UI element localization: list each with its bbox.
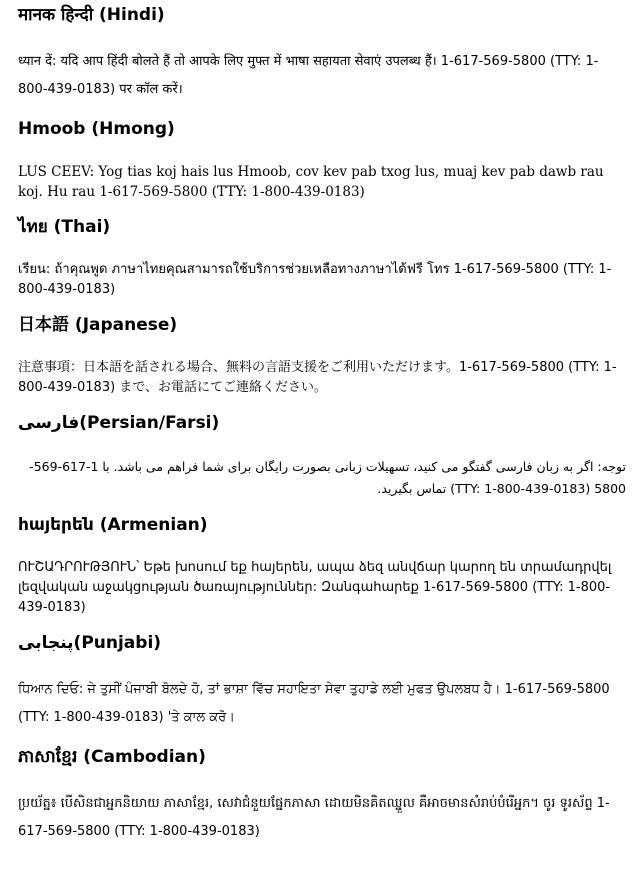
heading-persian-script: فارسی [18,413,80,433]
section-japanese [18,314,626,398]
heading-thai: ไทย (Thai) [18,217,111,237]
heading-cambodian: ភាសាខ្មែរ (Cambodian) [18,747,206,767]
section-persian [18,412,626,500]
section-hmong [18,118,626,202]
heading-punjabi [18,632,626,654]
section-punjabi [18,632,626,732]
heading-punjabi-script: پنجابی [18,633,74,653]
notice-thai: เรียน: ถ้าคุณพูด ภาษาไทยคุณสามารถใช้บริการช่วยเหลือทางภาษาได้ฟรี โทร 1-617-569-5800 (TTY: 1-800-439-0183) [18,262,612,297]
notice-hmong: LUS CEEV: Yog tias koj hais lus Hmoob, cov kev pab txog lus, muaj kev pab dawb rau koj. Hu rau 1-617-569-5800 (TTY: 1-800-439-0183) [18,164,604,200]
heading-hmong: Hmoob (Hmong) [18,119,175,139]
notice-japanese: 注意事項：日本語を話される場合、無料の言語支援をご利用いただけます。1-617-569-5800 (TTY: 1-800-439-0183) まで、お電話にてご連絡ください。 [18,360,617,395]
notice-persian: توجه: اگر به زبان فارسی گفتگو می کنید، تسهیلات زبانی بصورت رایگان برای شما فراهم می باشد. با 1-617-569-5800 (TTY: 1-800-439-0183) تماس بگیرید. [29,459,626,496]
section-thai [18,216,626,300]
notice-punjabi: ਧਿਆਨ ਦਿਓ: ਜੇ ਤੁਸੀਂ ਪੰਜਾਬੀ ਬੋਲਦੇ ਹੋ, ਤਾਂ ਭਾਸ਼ਾ ਵਿੱਚ ਸਹਾਇਤਾ ਸੇਵਾ ਤੁਹਾਡੇ ਲਈ ਮੁਫਤ ਉਪਲਬਧ ਹੈ। 1-617-569-5800 (TTY: 1-800-439-0183) 'ਤੇ ਕਾਲ ਕਰੋ। [18,682,610,725]
notice-armenian: ՈՒՇԱԴՐՈՒԹՅՈՒՆ՝ Եթե խոսում եք հայերեն, ապա ձեզ անվճար կարող են տրամադրվել լեզվական աջակցության ծառայություններ: Զանգահարեք 1-617-569-5800 (TTY: 1-800-439-0183) [18,560,612,615]
heading-japanese: 日本語 (Japanese) [18,315,178,335]
notice-hindi: ध्यान दें: यदि आप हिंदी बोलते हैं तो आपके लिए मुफ्त में भाषा सहायता सेवाएं उपलब्ध हैं। 1-617-569-5800 (TTY: 1-800-439-0183) पर कॉल करें। [18,54,599,97]
heading-persian [18,412,626,434]
heading-persian-latin: (Persian/Farsi) [79,413,220,433]
section-cambodian [18,746,626,846]
heading-hindi: मानक हिन्दी (Hindi) [18,5,165,25]
heading-armenian: հայերեն (Armenian) [18,515,208,535]
notice-cambodian: ប្រយ័ត្ន៖ បើសិនជាអ្នកនិយាយ ភាសាខ្មែរ, សេវាជំនួយផ្នែកភាសា ដោយមិនគិតឈ្នួល គឺអាចមានសំរាប់បំរើអ្នក។ ចូរ ទូរស័ព្ទ 1-617-569-5800 (TTY: 1-800-439-0183) [18,796,610,839]
heading-punjabi-latin: (Punjabi) [73,633,162,653]
section-armenian [18,514,626,618]
section-hindi [18,4,626,104]
